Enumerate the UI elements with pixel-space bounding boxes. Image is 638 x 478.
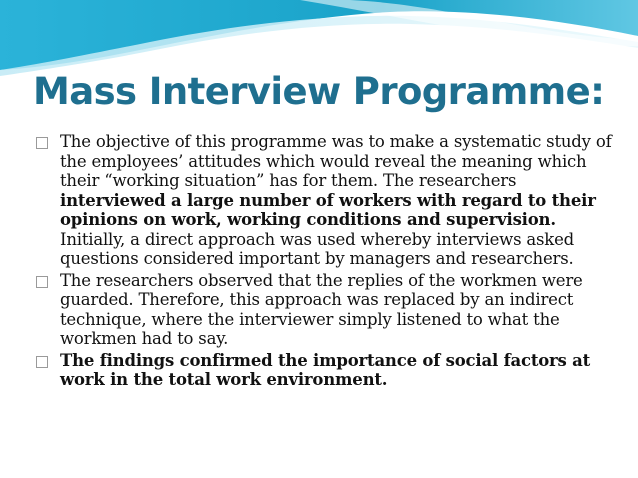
bullet-text: The objective of this programme was to make a systematic study of the employees’ attitudes which would reveal the meaning which their “working situation” has for them. The researchers [60, 132, 612, 190]
bullet-text: Initially, a direct approach was used whereby interviews asked questions considered important by managers and researchers. [60, 229, 575, 268]
header-wave-decoration [0, 0, 638, 80]
bullet-list [36, 132, 621, 392]
bullet-text-bold: interviewed a large number of workers with regard to their opinions on work, working conditions and supervision. [60, 190, 596, 229]
bullet-item [36, 132, 621, 269]
bullet-text: The researchers observed that the replies of the workmen were guarded. Therefore, this approach was replaced by an indirect technique, where the interviewer simply listened to what the workmen had to say. [60, 270, 583, 348]
bullet-item [36, 351, 621, 390]
bullet-square-icon [36, 356, 48, 368]
bullet-square-icon [36, 276, 48, 288]
bullet-square-icon [36, 137, 48, 149]
slide-title: Mass Interview Programme: [33, 70, 605, 113]
bullet-text-bold: The findings confirmed the importance of social factors at work in the total work environment. [60, 350, 591, 389]
bullet-item [36, 271, 621, 349]
